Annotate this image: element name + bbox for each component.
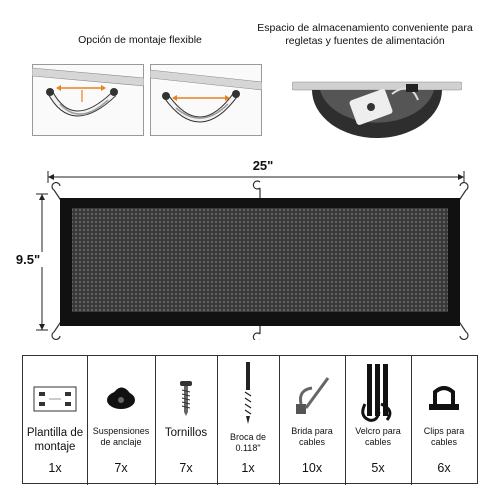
storage-caption-line1: Espacio de almacenamiento conveniente para <box>257 22 473 34</box>
tool-qty: 1x <box>48 461 62 475</box>
accessory-strip <box>22 355 478 484</box>
tool-anchor-hook <box>87 356 156 485</box>
tool-label: Clips para cables <box>423 426 465 447</box>
tool-label: Plantilla de montaje <box>26 427 84 453</box>
anchor-hook-icon <box>104 382 138 412</box>
mounting-template-icon <box>33 386 77 412</box>
cable-clip-icon <box>427 386 461 412</box>
tool-velcro-strap <box>345 356 412 485</box>
tool-qty: 7x <box>179 461 193 475</box>
mount-option-caption: Opción de montaje flexible <box>78 34 202 46</box>
tool-qty: 5x <box>371 461 385 475</box>
tool-label <box>217 432 279 454</box>
tool-drill-bit <box>217 356 280 485</box>
velcro-strap-icon <box>361 364 395 422</box>
drill-bit-icon <box>243 362 253 424</box>
screw-icon <box>178 380 194 416</box>
tool-qty: 7x <box>114 461 128 475</box>
tool-label: Brida para cables <box>291 426 333 447</box>
tool-screw <box>155 356 218 485</box>
tool-qty: 6x <box>437 461 451 475</box>
storage-caption <box>250 22 480 48</box>
tool-label-line1: Broca de <box>229 432 267 442</box>
tool-mounting-template <box>23 356 88 485</box>
tool-label: Velcro para cables <box>355 426 401 447</box>
tool-qty: 1x <box>241 461 255 475</box>
tool-cable-tie <box>279 356 346 485</box>
tool-qty: 10x <box>301 461 323 475</box>
cable-tie-icon <box>292 374 332 418</box>
tool-label: Suspensiones de anclaje <box>92 426 150 447</box>
cable-net-product <box>50 180 470 340</box>
storage-caption-line2: regletas y fuentes de alimentación <box>285 35 445 47</box>
height-label: 9.5" <box>8 252 48 267</box>
mount-illustration-right <box>150 64 262 136</box>
width-label: 25" <box>238 158 288 173</box>
tool-label: Tornillos <box>164 427 208 439</box>
mount-illustration-left <box>32 64 144 136</box>
tool-cable-clip <box>411 356 477 485</box>
tool-label-line2: 0.118" <box>235 443 261 453</box>
storage-illustration <box>292 70 462 138</box>
